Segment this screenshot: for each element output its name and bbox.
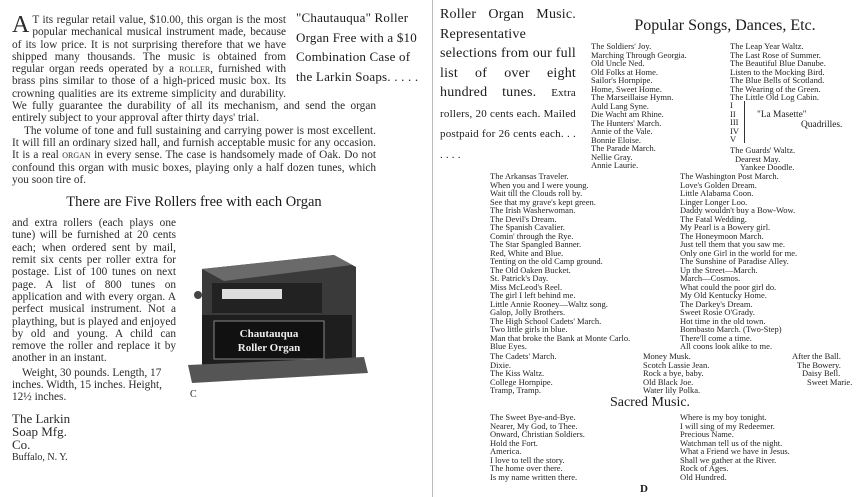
list-item: The Blue Bells of Scotland. bbox=[730, 75, 825, 85]
list-item: Nellie Gray. bbox=[591, 151, 633, 162]
list-item: Sweet Marie. bbox=[807, 376, 853, 387]
list-item: The Leap Year Waltz. bbox=[730, 41, 804, 51]
list-item: Sailor's Hornpipe. bbox=[591, 75, 653, 85]
figure-letter: C bbox=[190, 389, 197, 401]
song-list bbox=[730, 146, 795, 172]
list-item: Shall we gather at the River. bbox=[680, 454, 777, 465]
list-item: Marching Through Georgia. bbox=[591, 49, 687, 60]
sacred-list bbox=[490, 413, 585, 481]
side-heading: "Chautauqua" Roller Organ Free with a $10 Combination Case of the Larkin Soaps. . . . . bbox=[296, 10, 419, 84]
song-list bbox=[591, 42, 687, 170]
list-item: Bonnie Eloise. bbox=[591, 134, 642, 145]
list-item: Little Alabama Coon. bbox=[680, 188, 754, 198]
list-item: The Bowery. bbox=[797, 359, 841, 370]
list-item: The girl I left behind me. bbox=[490, 290, 576, 300]
list-item: See that my grave's kept green. bbox=[490, 196, 596, 207]
list-item: The Devil's Dream. bbox=[490, 213, 557, 224]
list-item: The Spanish Cavalier. bbox=[490, 222, 565, 232]
list-item: II bbox=[730, 108, 736, 119]
list-item: My Pearl is a Bowery girl. bbox=[680, 222, 771, 232]
quadrille-numerals bbox=[730, 101, 739, 144]
song-list bbox=[643, 352, 709, 395]
drop-cap: A bbox=[12, 12, 30, 38]
list-item: Auld Lang Syne. bbox=[591, 100, 649, 111]
sacred-heading: Sacred Music. bbox=[609, 395, 691, 410]
list-item: Bombasto March. (Two-Step) bbox=[680, 324, 782, 334]
list-item: Daisy Bell. bbox=[802, 368, 841, 378]
list-item: Old Folks at Home. bbox=[591, 66, 659, 77]
list-item: The Beautiful Blue Danube. bbox=[730, 58, 826, 68]
list-item: I will sing of my Redeemer. bbox=[680, 420, 775, 431]
organ-figure bbox=[184, 247, 376, 401]
list-item: Watchman tell us of the night. bbox=[680, 437, 783, 448]
list-item: The Sweet Bye-and-Bye. bbox=[490, 412, 576, 422]
list-item: Up the Street—March. bbox=[680, 264, 758, 275]
list-item: Listen to the Mocking Bird. bbox=[730, 66, 825, 77]
list-item: Blue Eyes. bbox=[490, 341, 527, 351]
list-item: Precious Name. bbox=[680, 429, 734, 439]
list-item: Hold the Fort. bbox=[490, 437, 538, 448]
list-item: Dearest May. bbox=[735, 153, 781, 164]
list-item: Red, White and Blue. bbox=[490, 247, 564, 258]
list-item: Only one Girl in the world for me. bbox=[680, 247, 798, 258]
list-item: Money Musk. bbox=[643, 351, 691, 361]
list-item: The High School Cadets' March. bbox=[490, 315, 602, 326]
list-item: The Little Old Log Cabin. bbox=[730, 92, 819, 102]
svg-text:Chautauqua: Chautauqua bbox=[239, 328, 299, 341]
list-item: Just tell them that you saw me. bbox=[680, 239, 786, 249]
list-item: Linger Longer Loo. bbox=[680, 196, 748, 207]
popular-heading: Popular Songs, Dances, Etc. bbox=[634, 17, 816, 34]
roller-organ-illustration bbox=[184, 247, 370, 387]
list-item: Is my name written there. bbox=[490, 471, 578, 482]
company-name: The Larkin Soap Mfg. Co. Buffalo, N. Y. bbox=[12, 410, 71, 463]
list-item: The Wearing of the Green. bbox=[730, 83, 821, 94]
song-list bbox=[730, 42, 826, 102]
list-item: Annie of the Vale. bbox=[591, 126, 653, 136]
list-item: I bbox=[730, 100, 733, 110]
list-item: Where is my boy tonight. bbox=[680, 412, 767, 422]
list-item: The Hunters' March. bbox=[591, 117, 662, 128]
song-list bbox=[792, 352, 852, 386]
list-item: I love to tell the story. bbox=[490, 454, 565, 465]
figure-letter: D bbox=[640, 483, 648, 495]
song-list bbox=[490, 352, 556, 395]
list-item: My Old Kentucky Home. bbox=[680, 290, 767, 300]
list-item: College Hornpipe. bbox=[490, 376, 553, 387]
list-item: The Marseillaise Hymn. bbox=[591, 92, 674, 102]
list-item: The Star Spangled Banner. bbox=[490, 239, 582, 249]
list-item: The Guards' Waltz. bbox=[730, 145, 796, 155]
list-item: Old Hundred. bbox=[680, 471, 727, 482]
list-item: Wait till the Clouds roll by. bbox=[490, 188, 583, 198]
list-item: Two little girls in blue. bbox=[490, 324, 568, 334]
intro-paragraph: A T its regular retail value, $10.00, this organ is the most popular mechanical musical instrument made, because of its low price. It is not surprising therefore that we have shipped many thousands. The music is obtained from regular organ reeds operated by a roller, furnished with brass pins similar to those of a high-priced music box. Its crowning qualities are its extreme simplicity and durability. We fully guarantee the durability of all its mechanism, and send the organ entirely subject to your approval after thirty days' trial. The volume of tone and full sustaining and carrying power is most excellent. It will fill an ordinary sized hall, and furnish acceptable music for any occasion. It is a real organ in every sense. The case is handsomely made of Oak. Do not confound this organ with music boxes, playing only a half dozen tunes, which you soon tire of. bbox=[12, 12, 376, 186]
list-item: Sweet Rosie O'Grady. bbox=[680, 307, 755, 317]
quadrilles-label: "La Masette" Quadrilles. bbox=[757, 110, 843, 130]
svg-text:Roller Organ: Roller Organ bbox=[237, 342, 301, 355]
volume-paragraph: The volume of tone and full sustaining and carrying power is most excellent. It will fill an ordinary sized hall, and furnish acceptable music for any occasion. It is a real organ in every sense. The case is handsomely made of Oak. Do not confound this organ with music boxes, playing only a half dozen tunes, which you soon tire of. bbox=[12, 124, 376, 186]
list-item: Daddy wouldn't buy a Bow-Wow. bbox=[680, 205, 796, 215]
list-item: Love's Golden Dream. bbox=[680, 179, 757, 190]
list-item: The Parade March. bbox=[591, 143, 656, 153]
list-item: When you and I were young. bbox=[490, 179, 589, 190]
list-item: The Arkansas Traveler. bbox=[490, 171, 569, 181]
list-item: III bbox=[730, 117, 739, 127]
list-item: Yankee Doodle. bbox=[740, 162, 795, 172]
rollers-paragraph: Chautauqua Roller Organ C and extra rollers (each plays one tune) will be furnished at 20 cents each; when ordered sent by mail, remit six cents per roller extra for postage. List of 100 tunes on next page. A list of 800 tunes on application and with every organ. A perfect musical instrument. Not a plaything, but is played and enjoyed by old and young. A child can remove the roller and replace it by another in an instant. Weight, 30 pounds. Length, 17 inches. Width, 15 inches. Height, 12½ inches. The Larkin Soap Mfg. Co. Buffalo, N. Y. bbox=[12, 217, 376, 463]
roller-music-intro: Roller Organ Music. Representative selections from our full list of over eight hundred tunes. Extra rollers, 20 cents each. Mailed postpaid for 26 cents each. . . . . . . bbox=[440, 7, 577, 161]
song-list bbox=[490, 172, 630, 351]
specs: Weight, 30 pounds. Length, 17 inches. Width, 15 inches. Height, 12½ inches. bbox=[12, 366, 162, 404]
list-item: America. bbox=[490, 446, 522, 456]
page-divider bbox=[432, 0, 433, 497]
rollers-heading: There are Five Rollers free with each Organ bbox=[66, 194, 322, 211]
list-item: Comin' through the Rye. bbox=[490, 230, 574, 241]
list-item: IV bbox=[730, 125, 739, 136]
list-item: Onward, Christian Soldiers. bbox=[490, 429, 585, 439]
list-item: The Sunshine of Paradise Alley. bbox=[680, 256, 789, 266]
sacred-list bbox=[680, 413, 790, 481]
list-item: The Kiss Waltz. bbox=[490, 368, 545, 378]
list-item: Old Uncle Ned. bbox=[591, 58, 645, 68]
list-item: What a Friend we have in Jesus. bbox=[680, 446, 790, 456]
list-item: Little Annie Rooney—Waltz song. bbox=[490, 298, 608, 309]
list-item: Annie Laurie. bbox=[591, 160, 639, 170]
list-item: Old Black Joe. bbox=[643, 376, 694, 387]
list-item: The Honeymoon March. bbox=[680, 230, 764, 241]
list-item: The Soldiers' Joy. bbox=[591, 41, 652, 51]
list-item: Tramp, Tramp. bbox=[490, 385, 541, 395]
list-item: Rock of Ages. bbox=[680, 463, 729, 473]
list-item: The Darkey's Dream. bbox=[680, 298, 753, 309]
list-item: Die Wacht am Rhine. bbox=[591, 109, 664, 119]
list-item: The Cadets' March. bbox=[490, 351, 557, 361]
list-item: Hot time in the old town. bbox=[680, 315, 766, 326]
list-item: Nearer, My God, to Thee. bbox=[490, 420, 578, 431]
list-item: Tenting on the old Camp ground. bbox=[490, 256, 603, 266]
list-item: March—Cosmos. bbox=[680, 273, 741, 283]
list-item: After the Ball. bbox=[792, 351, 841, 361]
list-item: The Irish Washerwoman. bbox=[490, 205, 576, 215]
list-item: The Washington Post March. bbox=[680, 171, 779, 181]
list-item: The Fatal Wedding. bbox=[680, 213, 747, 224]
list-item: Scotch Lassie Jean. bbox=[643, 359, 710, 370]
list-item: There'll come a time. bbox=[680, 332, 752, 343]
bracket bbox=[744, 101, 748, 143]
list-item: Man that broke the Bank at Monte Carlo. bbox=[490, 332, 631, 343]
list-item: What could the poor girl do. bbox=[680, 281, 777, 292]
list-item: Rock a bye, baby. bbox=[643, 368, 704, 378]
list-item: Dixie. bbox=[490, 359, 512, 370]
list-item: Water lily Polka. bbox=[643, 385, 701, 395]
list-item: Galop, Jolly Brothers. bbox=[490, 307, 566, 317]
list-item: St. Patrick's Day. bbox=[490, 273, 549, 283]
list-item: Miss McLeod's Reel. bbox=[490, 281, 563, 292]
list-item: The home over there. bbox=[490, 463, 563, 473]
song-list bbox=[680, 172, 797, 351]
list-item: The Last Rose of Summer. bbox=[730, 49, 821, 60]
list-item: Home, Sweet Home. bbox=[591, 83, 662, 94]
list-item: The Old Oaken Bucket. bbox=[490, 264, 571, 275]
list-item: V bbox=[730, 134, 737, 144]
list-item: All coons look alike to me. bbox=[680, 341, 773, 351]
